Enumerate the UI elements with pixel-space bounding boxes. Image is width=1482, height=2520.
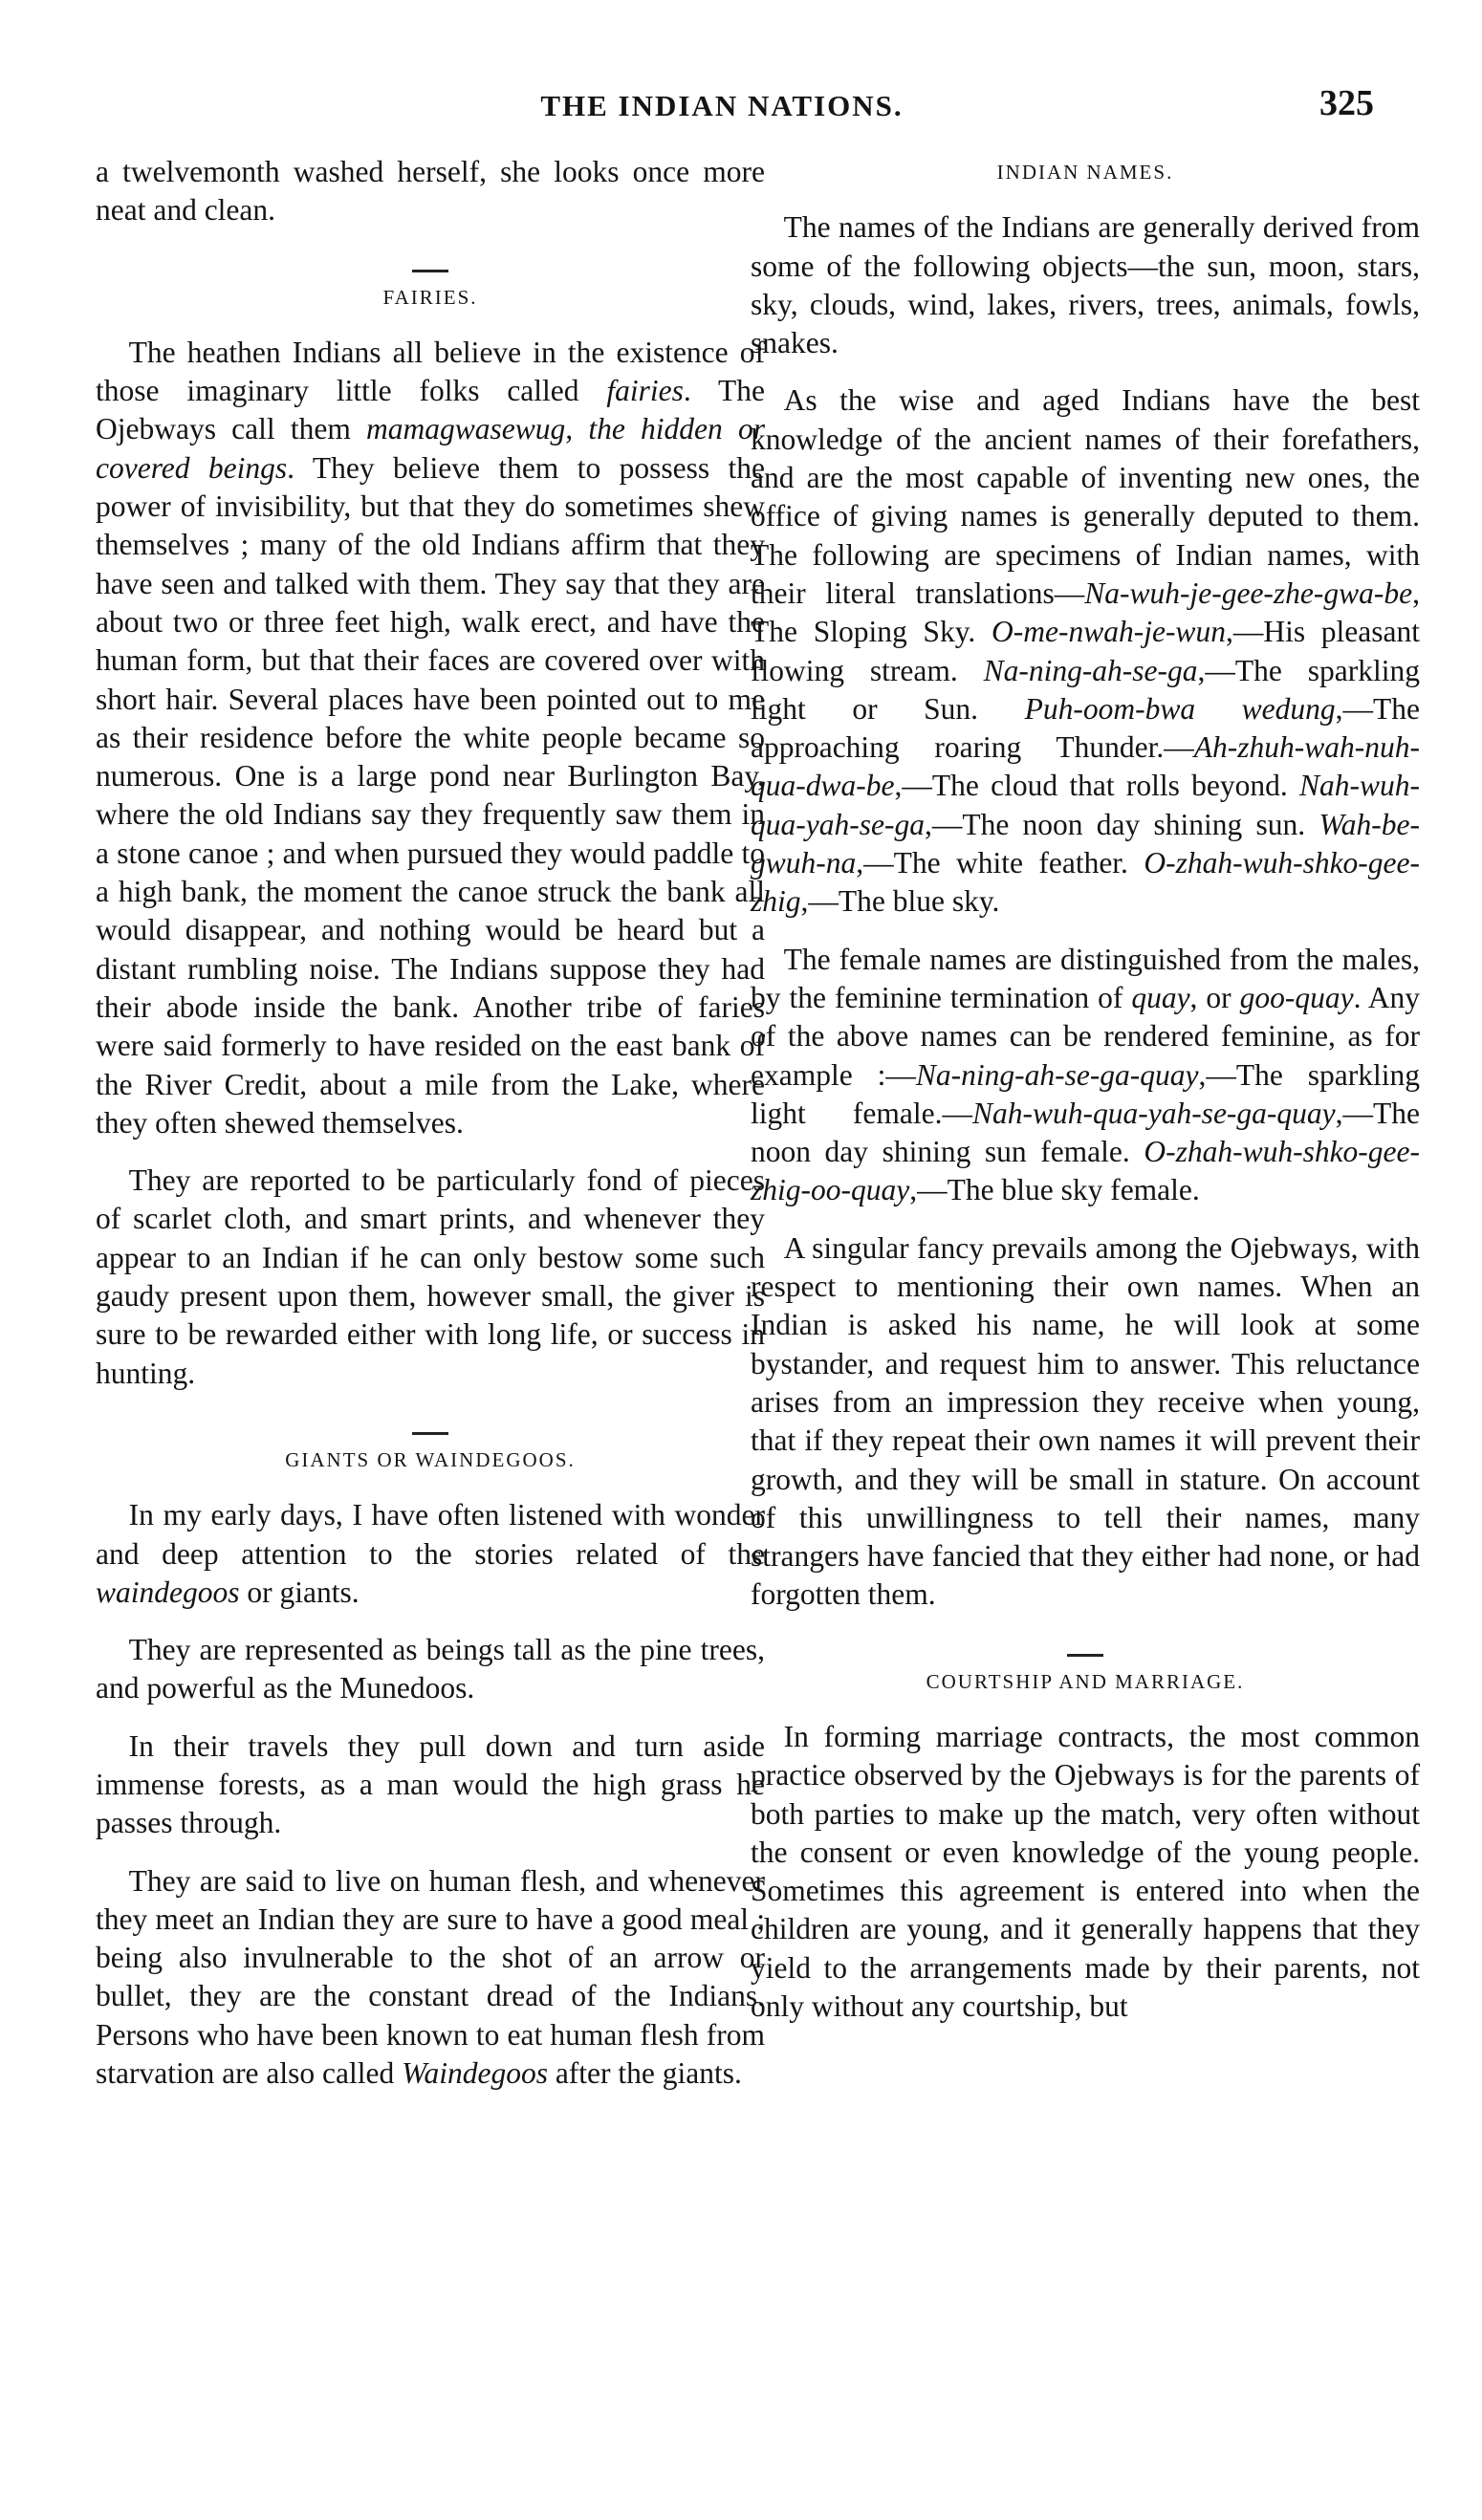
names-paragraph-2: As the wise and aged Indians have the best knowledge of the ancient names of their forefathers, and are the most capable of inventing new ones, the office of giving names is generally deputed to them. The following are specimens of Indian names, with their literal translations—Na-wuh-je-gee-zhe-gwa-be, The Sloping Sky. O-me-nwah-je-wun,—His pleasant flowing stream. Na-ning-ah-se-ga,—The sparkling light or Sun. Puh-oom-bwa wedung,—The approaching roaring Thunder.—Ah-zhuh-wah-nuh-qua-dwa-be,—The cloud that rolls beyond. Nah-wuh-qua-yah-se-ga,—The noon day shining sun. Wah-be-gwuh-na,—The white feather. O-zhah-wuh-shko-gee-zhig,—The blue sky.: [751, 383, 1421, 919]
section-divider: [96, 250, 765, 257]
section-heading-fairies: FAIRIES.: [382, 285, 478, 309]
left-column: [96, 153, 765, 2112]
section-heading-indian-names: INDIAN NAMES.: [996, 161, 1174, 184]
giants-paragraph-2: They are represented as beings tall as the pine trees, and powerful as the Munedoos.: [96, 1633, 765, 1705]
section-divider: [751, 1634, 1420, 1641]
right-column: [751, 153, 1420, 2045]
courtship-paragraph-1: In forming marriage contracts, the most common practice observed by the Ojebways is for the parents of both parties to make up the match, very often without the consent or even knowledge of the young people. Sometimes this agreement is entered into when the children are young, and it generally happens that they yield to the arrangements made by their parents, not only without any courtship, but: [751, 1719, 1420, 2024]
section-divider: [96, 1412, 765, 1420]
names-paragraph-3: The female names are distinguished from the males, by the feminine termination of quay, or goo-quay. Any of the above names can be rendered feminine, as for example :—Na-ning-ah-se-ga-quay,—The sparkling light female.—Nah-wuh-qua-yah-se-ga-quay,—The noon day shining sun female. O-zhah-wuh-shko-gee-zhig-oo-quay,—The blue sky female.: [751, 942, 1420, 1207]
names-paragraph-1: The names of the Indians are generally derived from some of the following objects—the sun, moon, stars, sky, clouds, wind, lakes, rivers, trees, animals, fowls, snakes.: [751, 210, 1420, 360]
fairies-paragraph-1: The heathen Indians all believe in the existence of those imaginary little folks called fairies. The Ojebways call them mamagwasewug, the hidden or covered beings. They believe them to possess the power of invisibility, but that they do sometimes shew themselves ; many of the old Indians affirm that they have seen and talked with them. They say that they are about two or three feet high, walk erect, and have the human form, but that their faces are covered over with short hair. Several places have been pointed out to me as their residence before the white people became so numerous. One is a large pond near Burlington Bay, where the old Indians say they frequently saw them in a stone canoe ; and when pursued they would paddle to a high bank, the moment the canoe struck the bank all would disappear, and nothing would be heard but a distant rumbling noise. The Indians suppose they had their abode inside the bank. Another tribe of faries were said formerly to have resided on the east bank of the River Credit, about a mile from the Lake, where they often shewed themselves.: [96, 335, 765, 1140]
running-head: THE INDIAN NATIONS.: [540, 89, 904, 122]
section-heading-giants: GIANTS OR WAINDEGOOS.: [285, 1447, 576, 1471]
names-paragraph-4: A singular fancy prevails among the Ojebways, with respect to mentioning their own names. When an Indian is asked his name, he will look at some bystander, and request him to answer. This reluctance arises from an impression they receive when young, that if they repeat their own names it will prevent their growth, and they will be small in stature. On account of this unwillingness to tell their names, many strangers have fancied that they either had none, or had forgotten them.: [751, 1230, 1420, 1612]
giants-paragraph-4: They are said to live on human flesh, and whenever they meet an Indian they are sure to have a good meal ; being also invulnerable to the shot of an arrow or bullet, they are the constant dread of the Indians. Persons who have been known to eat human flesh from starvation are also called Waindegoos after the giants.: [96, 1863, 765, 2091]
fairies-paragraph-2: They are reported to be particularly fond of pieces of scarlet cloth, and smart prints, and whenever they appear to an Indian if he can only bestow some such gaudy present upon them, however small, the giver is sure to be rewarded either with long life, or success in hunting.: [96, 1163, 765, 1390]
page-number: 325: [1319, 83, 1374, 123]
giants-paragraph-1: In my early days, I have often listened with wonder and deep attention to the stories related of the waindegoos or giants.: [96, 1498, 765, 1609]
section-heading-courtship: COURTSHIP AND MARRIAGE.: [926, 1669, 1245, 1693]
continued-paragraph: a twelvemonth washed herself, she looks once more neat and clean.: [96, 155, 765, 228]
giants-paragraph-3: In their travels they pull down and turn aside immense forests, as a man would the high grass he passes through.: [96, 1728, 765, 1840]
